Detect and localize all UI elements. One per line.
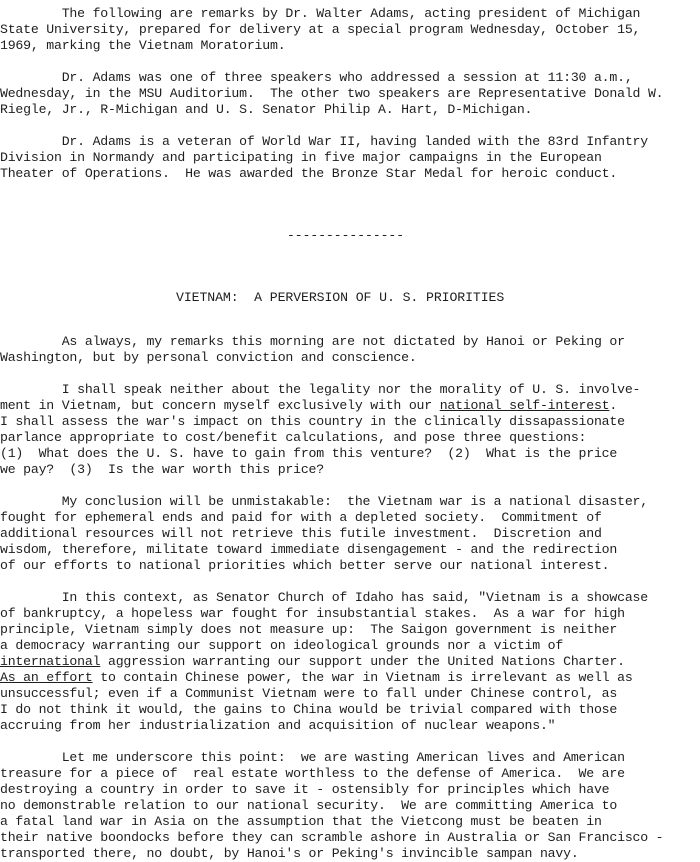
body-p3-line-3: additional resources will not retrieve this futile investment. Discretion and	[0, 526, 602, 541]
body-p4-line-8: I do not think it would, the gains to China would be trivial compared with those	[0, 702, 618, 717]
body-p5-line-7: transported there, no doubt, by Hanoi's or Peking's invincible sampan navy.	[0, 846, 579, 861]
body-p4-line-7: unsuccessful; even if a Communist Vietnam were to fall under Chinese control, as	[0, 686, 618, 701]
body-p4-line-6-end: to contain Chinese power, the war in Vietnam is irrelevant as well as	[92, 670, 633, 685]
as-an-effort-underlined: As an effort	[0, 670, 93, 685]
body-p4-line-1: In this context, as Senator Church of Idaho has said, "Vietnam is a showcase	[0, 590, 648, 605]
body-p4-line-6	[0, 670, 633, 686]
body-p4-line-2: of bankruptcy, a hopeless war fought for insubstantial stakes. As a war for high	[0, 606, 625, 621]
intro-p3-line-1: Dr. Adams is a veteran of World War II, having landed with the 83rd Infantry	[0, 134, 648, 149]
body-p2-line-2-end: .	[609, 398, 618, 413]
body-p1-line-1: As always, my remarks this morning are not dictated by Hanoi or Peking or	[0, 334, 625, 349]
body-p2-line-5: (1) What does the U. S. have to gain from this venture? (2) What is the price	[0, 446, 618, 461]
intro-p3-line-3: Theater of Operations. He was awarded the Bronze Star Medal for heroic conduct.	[0, 166, 618, 181]
intro-p3-line-2: Division in Normandy and participating in five major campaigns in the European	[0, 150, 602, 165]
body-p2-line-1: I shall speak neither about the legality nor the morality of U. S. involve-	[0, 382, 641, 397]
body-p4-line-5-end: aggression warranting our support under the United Nations Charter.	[100, 654, 625, 669]
body-p3-line-5: of our efforts to national priorities which better serve our national interest.	[0, 558, 610, 573]
body-p2-line-6: we pay? (3) Is the war worth this price?	[0, 462, 324, 477]
body-p5-line-3: destroying a country in order to save it - ostensibly for principles which have	[0, 782, 610, 797]
body-p5-line-4: no demonstrable relation to our national security. We are committing America to	[0, 798, 618, 813]
body-p4-line-9: accruing from her industrialization and acquisition of nuclear weapons."	[0, 718, 556, 733]
body-p4-line-4: a democracy warranting our support on ideological grounds nor a victim of	[0, 638, 564, 653]
speech-title: VIETNAM: A PERVERSION OF U. S. PRIORITIES	[176, 290, 505, 305]
body-p5-line-5: a fatal land war in Asia on the assumption that the Vietcong must be beaten in	[0, 814, 602, 829]
body-p2-line-4: parlance appropriate to cost/benefit calculations, and pose three questions:	[0, 430, 587, 445]
body-p1-line-2: Washington, but by personal conviction and conscience.	[0, 350, 417, 365]
body-p2-line-2	[0, 398, 617, 414]
national-self-interest-underlined: national self-interest	[439, 398, 610, 413]
body-p2-line-3: I shall assess the war's impact on this country in the clinically dissapassionate	[0, 414, 625, 429]
body-p4-line-3: principle, Vietnam simply does not measure up: The Saigon government is neither	[0, 622, 618, 637]
body-p3-line-4: wisdom, therefore, militate toward immediate disengagement - and the redirection	[0, 542, 618, 557]
intro-p1-line-3: 1969, marking the Vietnam Moratorium.	[0, 38, 286, 53]
intro-p2-line-1: Dr. Adams was one of three speakers who addressed a session at 11:30 a.m.,	[0, 70, 633, 85]
section-separator: ---------------	[287, 228, 405, 243]
body-p5-line-2: treasure for a piece of real estate worthless to the defense of America. We are	[0, 766, 625, 781]
body-p4-line-5	[0, 654, 625, 670]
intro-p2-line-2: Wednesday, in the MSU Auditorium. The other two speakers are Representative Donald W.	[0, 86, 664, 101]
body-p2-line-2-start: ment in Vietnam, but concern myself exclusively with our	[0, 398, 440, 413]
body-p3-line-2: fought for ephemeral ends and paid for with a depleted society. Commitment of	[0, 510, 602, 525]
intro-p1-line-2: State University, prepared for delivery at a special program Wednesday, October 15,	[0, 22, 641, 37]
body-p5-line-1: Let me underscore this point: we are wasting American lives and American	[0, 750, 625, 765]
intro-p1-line-1: The following are remarks by Dr. Walter Adams, acting president of Michigan	[0, 6, 641, 21]
body-p3-line-1: My conclusion will be unmistakable: the Vietnam war is a national disaster,	[0, 494, 648, 509]
intro-p2-line-3: Riegle, Jr., R-Michigan and U. S. Senator Philip A. Hart, D-Michigan.	[0, 102, 533, 117]
international-underlined: international	[0, 654, 101, 669]
body-p5-line-6: their native boondocks before they can scramble ashore in Australia or San Francisco -	[0, 830, 664, 845]
